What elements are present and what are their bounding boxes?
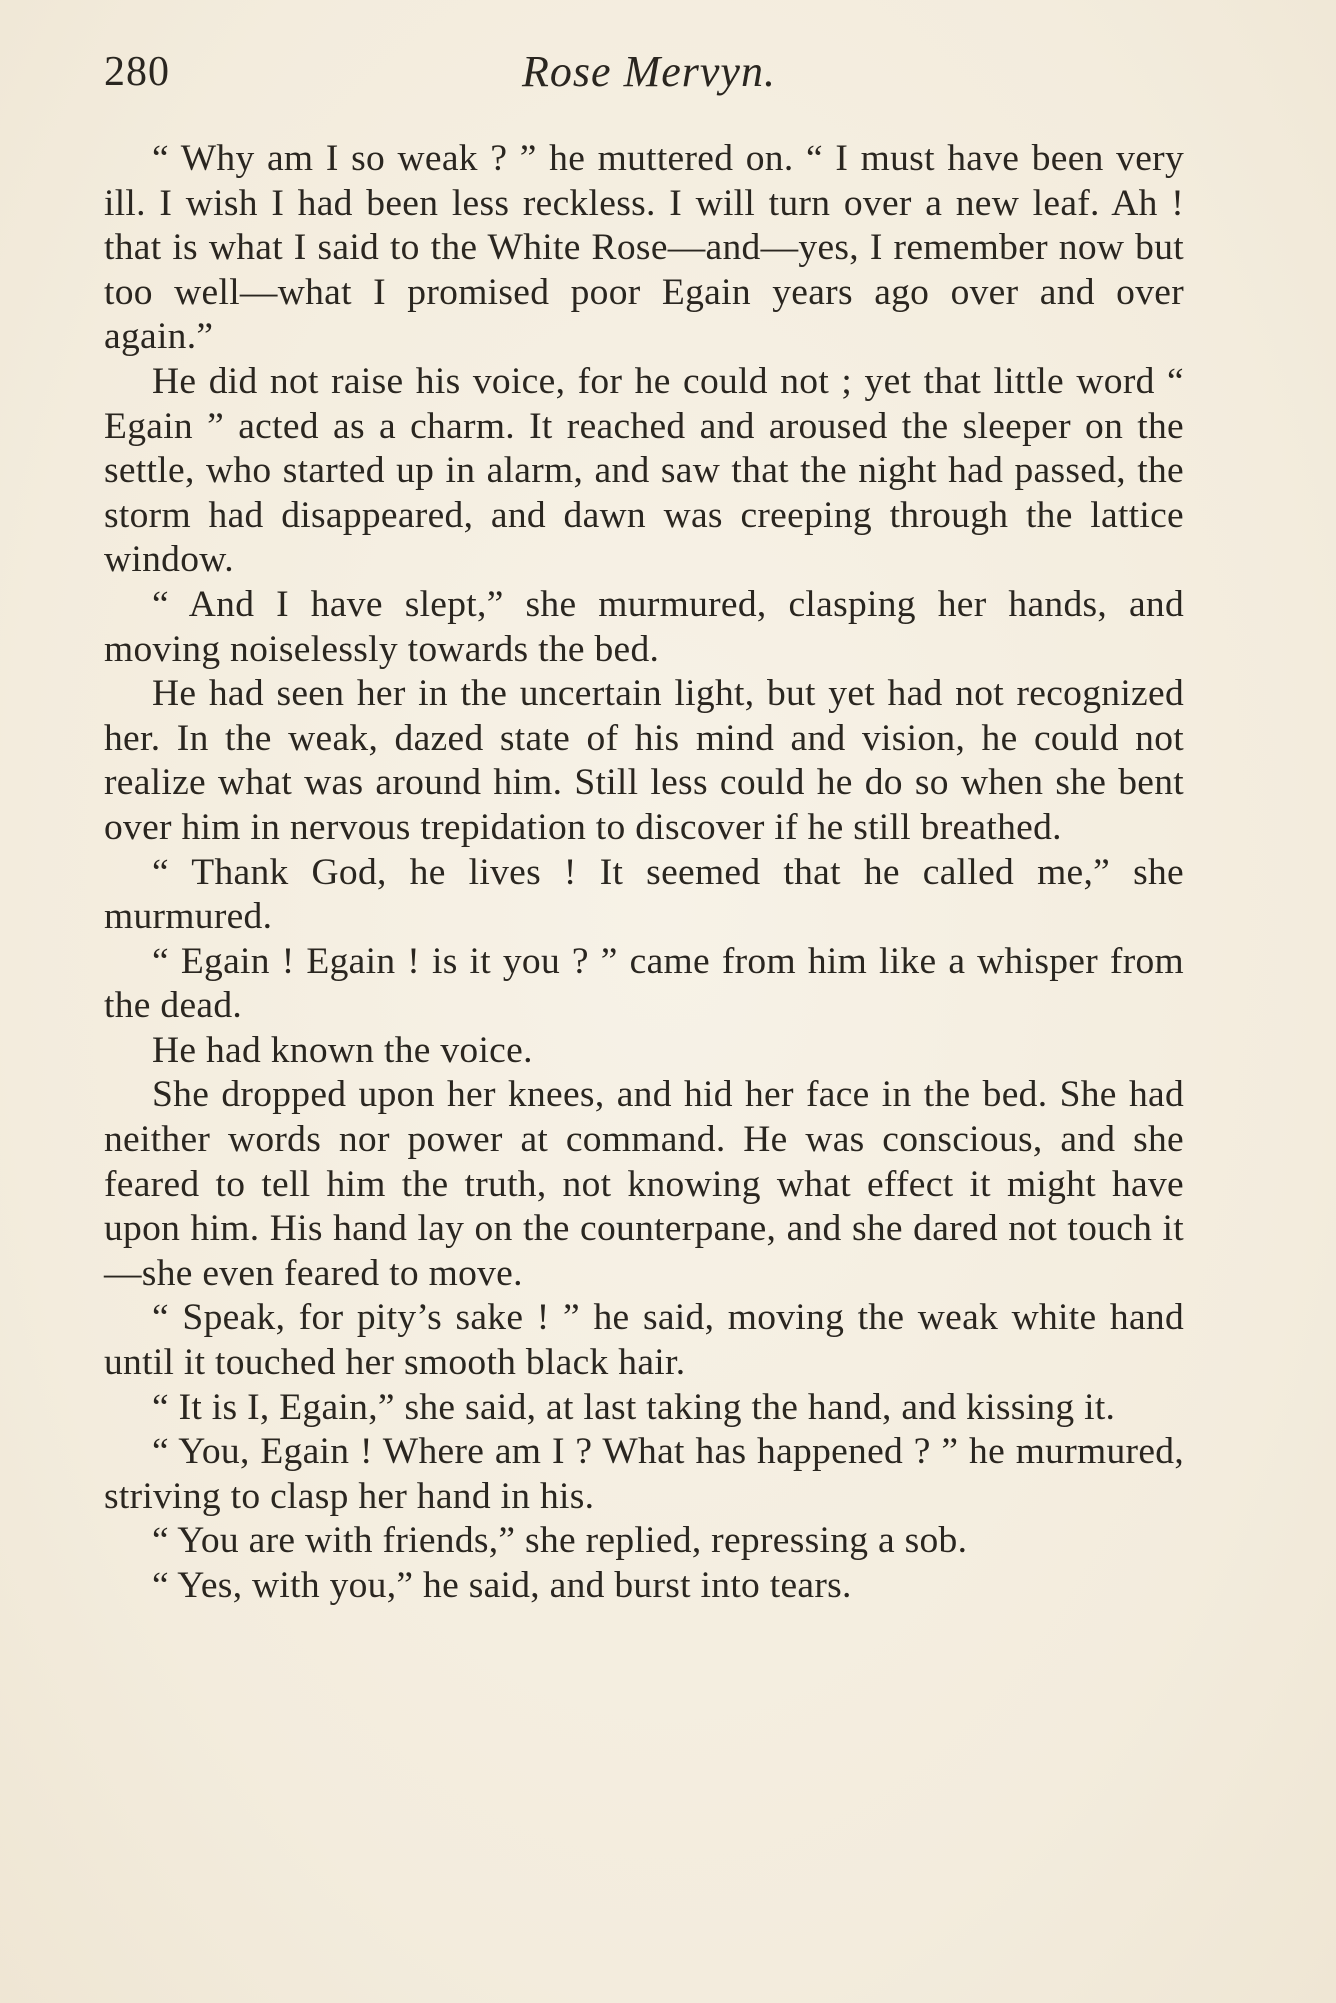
- paragraph: “ Speak, for pity’s sake ! ” he said, moving the weak white hand until it touched her smooth black hair.: [104, 1297, 1184, 1384]
- running-title: Rose Mervyn.: [522, 47, 776, 96]
- page-number: 280: [104, 49, 170, 95]
- paragraph: She dropped upon her knees, and hid her face in the bed. She had neither words nor power at command. He was conscious, and she feared to tell him the truth, not knowing what effect it might have upon him. His hand lay on the counterpane, and she dared not touch it—she even feared to move.: [104, 1074, 1184, 1294]
- page-header: [104, 42, 1194, 102]
- paragraph: He did not raise his voice, for he could not ; yet that little word “ Egain ” acted as a charm. It reached and aroused the sleeper on the settle, who started up in alarm, and saw that the night had passed, the storm had disappeared, and dawn was creeping through the lattice window.: [104, 360, 1184, 581]
- paragraph: “ Egain ! Egain ! is it you ? ” came from him like a whisper from the dead.: [104, 940, 1184, 1027]
- paragraph: “ And I have slept,” she murmured, clasping her hands, and moving noiselessly towards the bed.: [104, 583, 1184, 670]
- paragraph: “ It is I, Egain,” she said, at last taking the hand, and kissing it.: [152, 1386, 1116, 1428]
- body-text: [104, 137, 1184, 1609]
- paragraph: He had known the voice.: [152, 1029, 533, 1071]
- paragraph: “ You, Egain ! Where am I ? What has happened ? ” he murmured, striving to clasp her hand in his.: [104, 1431, 1184, 1517]
- paragraph: “ You are with friends,” she replied, repressing a sob.: [152, 1520, 968, 1562]
- paragraph: “ Why am I so weak ? ” he muttered on. “ I must have been very ill. I wish I had been less reckless. I will turn over a new leaf. Ah ! that is what I said to the White Rose—and—yes, I remember now but too well—what I promised poor Egain years ago over and over again.”: [104, 138, 1184, 358]
- paragraph: He had seen her in the uncertain light, but yet had not recognized her. In the weak, dazed state of his mind and vision, he could not realize what was around him. Still less could he do so when she bent over him in nervous trepidation to discover if he still breathed.: [104, 673, 1184, 848]
- paragraph: “ Thank God, he lives ! It seemed that he called me,” she murmured.: [104, 851, 1184, 938]
- paragraph: “ Yes, with you,” he said, and burst into tears.: [152, 1565, 852, 1606]
